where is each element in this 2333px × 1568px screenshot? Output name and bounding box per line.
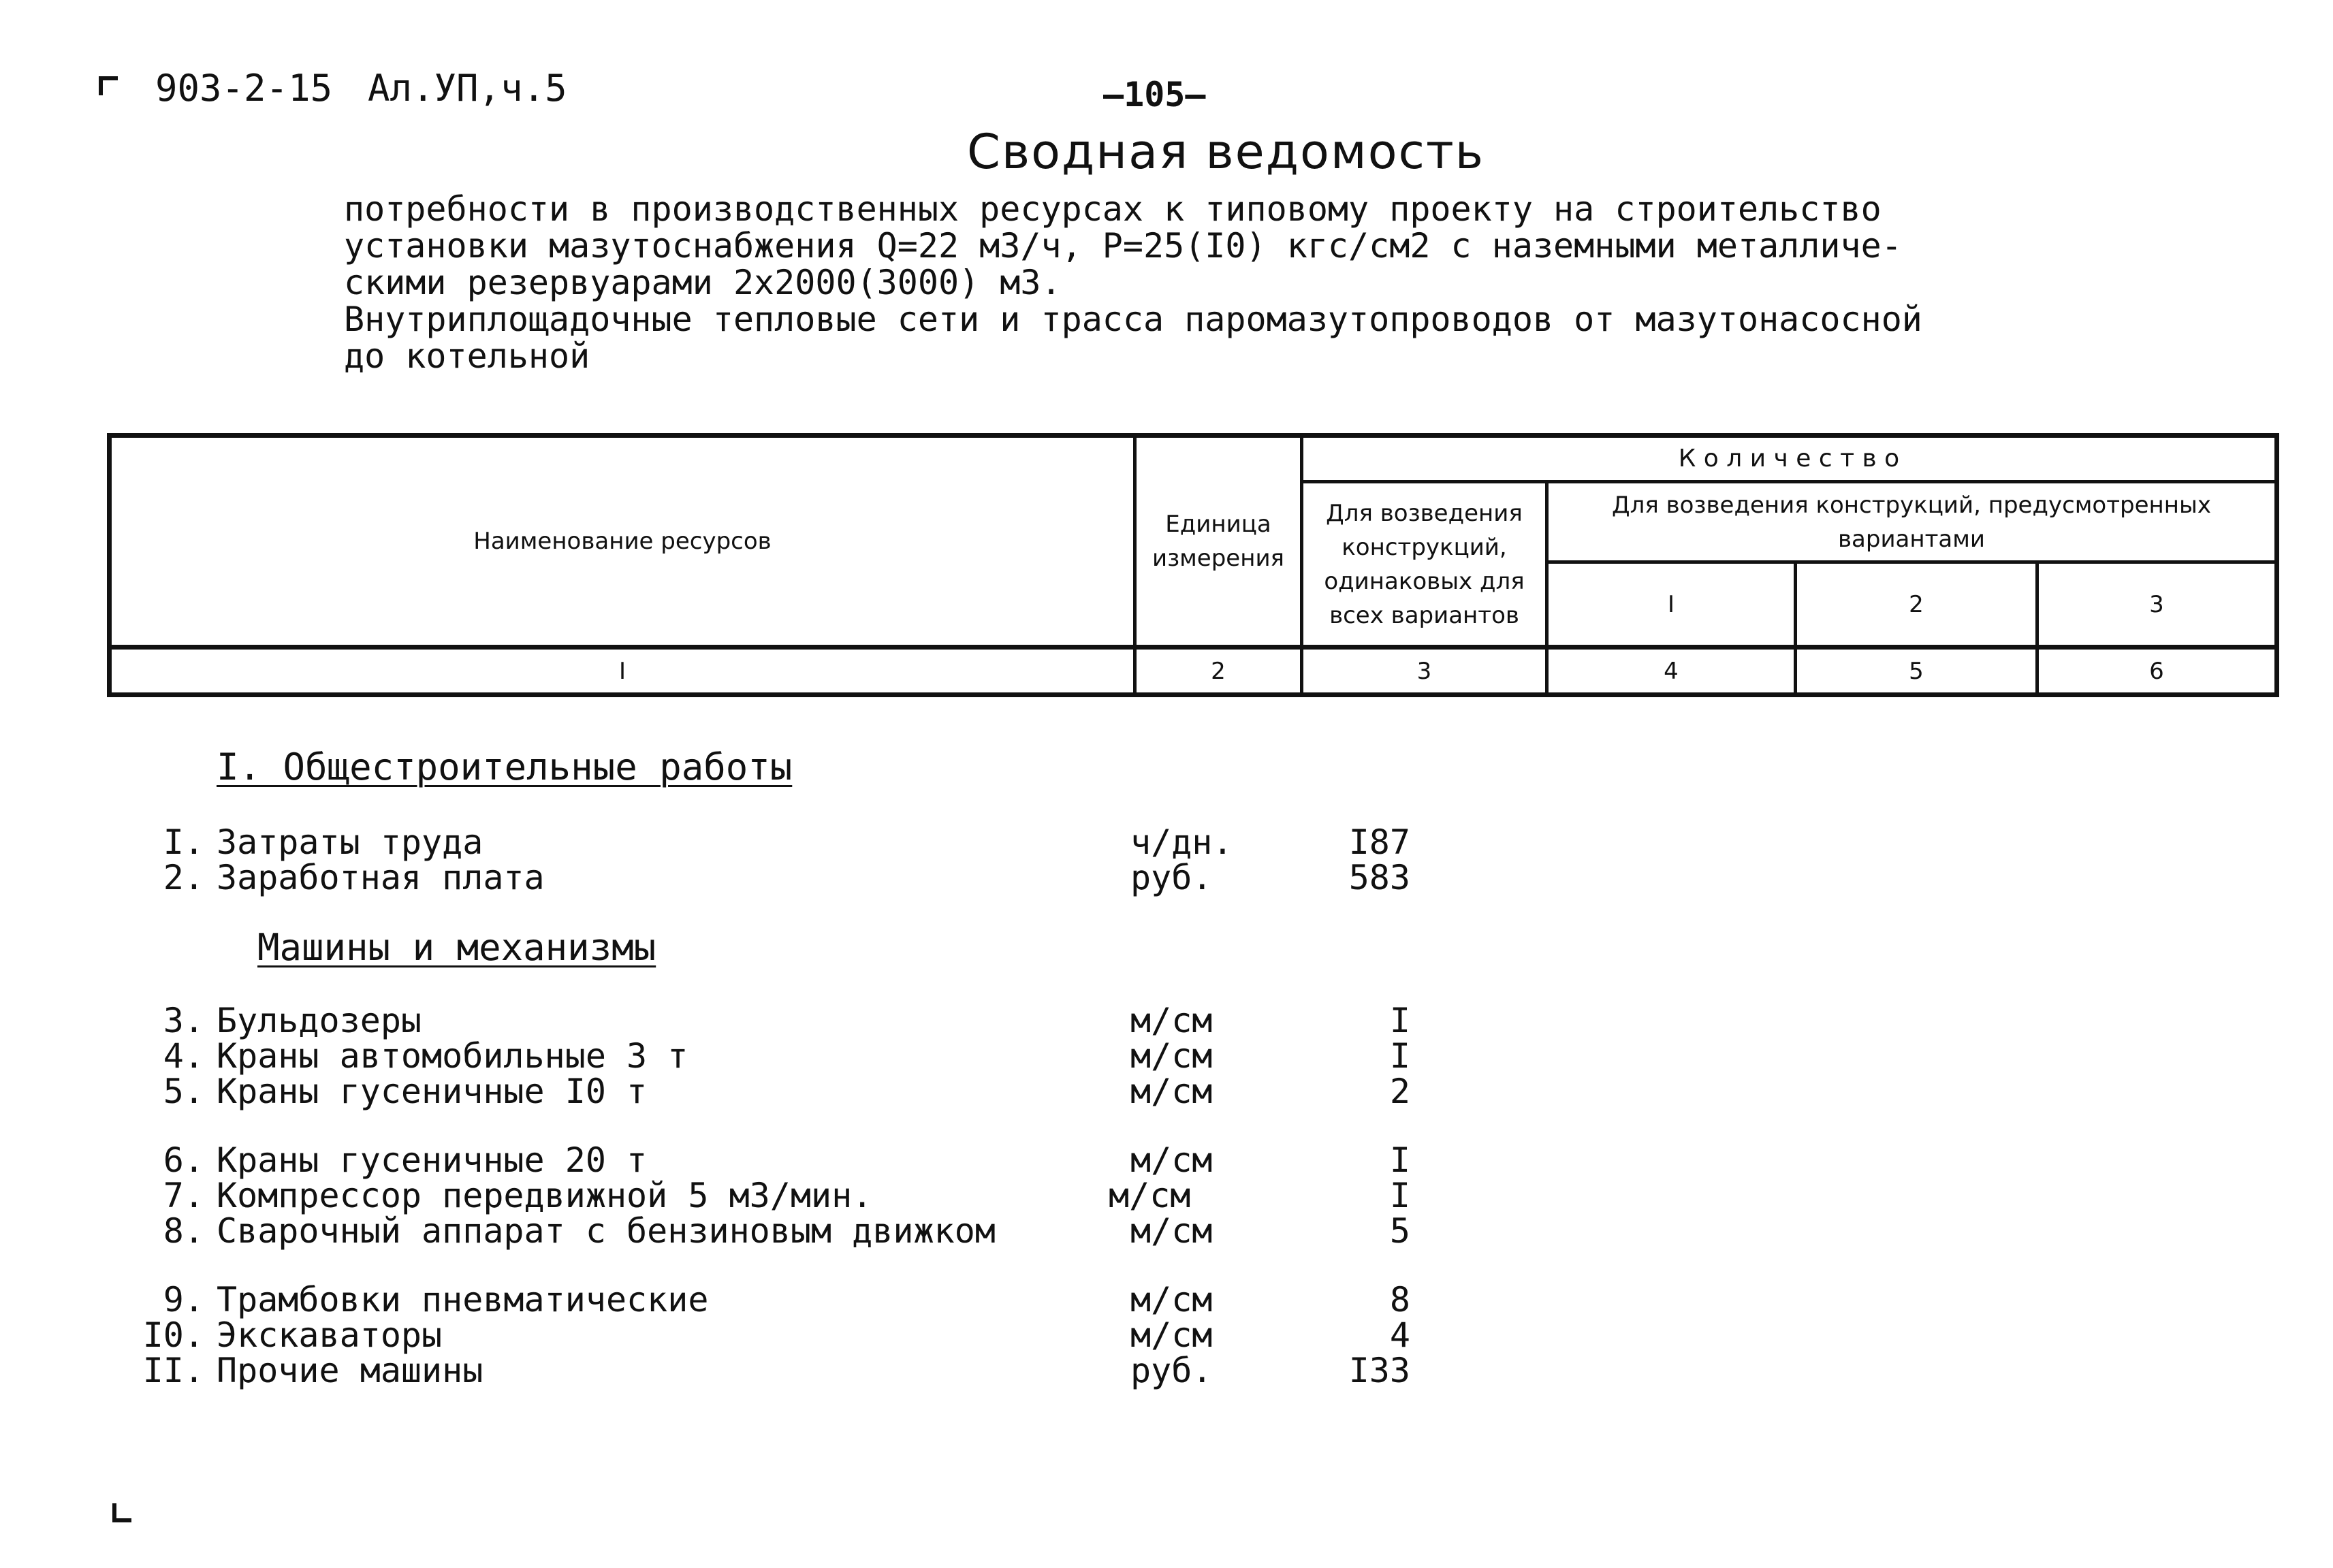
table-row <box>0 1140 2333 1180</box>
header-resource-name: Наименование ресурсов <box>473 528 772 555</box>
row-number: 8. <box>163 1211 204 1251</box>
row-number: 4. <box>163 1036 204 1076</box>
header-variant-2: 2 <box>1909 590 1924 618</box>
unit-of-measure: м/см <box>1130 1315 1213 1355</box>
corner-mark-top-left <box>99 76 118 95</box>
subsection-heading: Машины и механизмы <box>257 926 656 969</box>
unit-of-measure: м/см <box>1130 1140 1213 1180</box>
row-number: 9. <box>163 1280 204 1319</box>
quantity-value: 4 <box>1389 1315 1410 1355</box>
row-number: II. <box>142 1351 204 1390</box>
column-number-6: 6 <box>2149 657 2164 685</box>
unit-of-measure: м/см <box>1130 1072 1213 1111</box>
resource-name: Заработная плата <box>217 858 545 897</box>
resource-name: Затраты труда <box>217 822 483 862</box>
table-row <box>0 858 2333 897</box>
header-unit: Единица измерения <box>1152 511 1285 572</box>
unit-of-measure: руб. <box>1130 858 1213 897</box>
row-number: 7. <box>163 1176 204 1215</box>
quantity-value: 583 <box>1348 858 1410 897</box>
column-number-3: 3 <box>1416 657 1432 685</box>
column-number-1: I <box>618 657 626 685</box>
quantity-value: 2 <box>1389 1072 1410 1111</box>
resource-name: Трамбовки пневматические <box>217 1280 709 1319</box>
table-row <box>0 1351 2333 1390</box>
table-row <box>0 1072 2333 1111</box>
table-row <box>0 1211 2333 1251</box>
column-number-5: 5 <box>1909 657 1924 685</box>
quantity-value: I <box>1389 1140 1410 1180</box>
row-number: 3. <box>163 1001 204 1040</box>
header-quantity: К о л и ч е с т в о <box>1678 445 1900 473</box>
header-variant-constructions: Для возведения конструкций, предусмотренных вариантами <box>1612 491 2211 553</box>
quantity-value: I <box>1389 1036 1410 1076</box>
unit-of-measure: м/см <box>1130 1211 1213 1251</box>
row-number: 5. <box>163 1072 204 1111</box>
quantity-value: I <box>1389 1001 1410 1040</box>
row-number: 2. <box>163 858 204 897</box>
page-title: Сводная ведомость <box>966 124 1485 180</box>
album-reference: Ал.УП,ч.5 <box>368 67 567 110</box>
resource-name: Бульдозеры <box>217 1001 422 1040</box>
resource-name: Краны гусеничные I0 т <box>217 1072 648 1111</box>
row-number: 6. <box>163 1140 204 1180</box>
page-subtitle: потребности в производственных ресурсах к типовому проекту на строительство установки мазутоснабжения Q=22 м3/ч, P=25(I0) кгс/см2 с наземными металличе- скими резервуарами 2х2000(3000) м3. Внутриплощадочные тепловые сети и трасса паромазутопроводов от мазутонасосной до котельной <box>344 189 1922 376</box>
table-row <box>0 822 2333 862</box>
resource-name: Компрессор передвижной 5 м3/мин. <box>217 1176 873 1215</box>
quantity-value: I33 <box>1348 1351 1410 1390</box>
section-heading: I. Общестроительные работы <box>217 746 793 788</box>
page-number: —105— <box>1103 75 1206 114</box>
table-row <box>0 1176 2333 1215</box>
unit-of-measure: м/см <box>1109 1176 1191 1215</box>
quantity-value: I87 <box>1348 822 1410 862</box>
table-row <box>0 1315 2333 1355</box>
row-number: I. <box>163 822 204 862</box>
unit-of-measure: руб. <box>1130 1351 1213 1390</box>
quantity-value: I <box>1389 1176 1410 1215</box>
resource-name: Экскаваторы <box>217 1315 443 1355</box>
corner-mark-bottom-left <box>112 1503 131 1522</box>
table-row <box>0 1001 2333 1040</box>
table-row <box>0 1036 2333 1076</box>
resource-name: Краны автомобильные 3 т <box>217 1036 688 1076</box>
table-row <box>0 1280 2333 1319</box>
resource-name: Прочие машины <box>217 1351 483 1390</box>
header-common-constructions: Для возведения конструкций, одинаковых для всех вариантов <box>1324 499 1525 629</box>
unit-of-measure: м/см <box>1130 1280 1213 1319</box>
row-number: I0. <box>142 1315 204 1355</box>
header-variant-3: 3 <box>2149 590 2164 618</box>
unit-of-measure: м/см <box>1130 1036 1213 1076</box>
resource-name: Краны гусеничные 20 т <box>217 1140 648 1180</box>
resource-name: Сварочный аппарат с бензиновым движком <box>217 1211 996 1251</box>
quantity-value: 8 <box>1389 1280 1410 1319</box>
header-variant-1: I <box>1667 590 1675 618</box>
quantity-value: 5 <box>1389 1211 1410 1251</box>
resource-table <box>107 433 2279 697</box>
unit-of-measure: ч/дн. <box>1130 822 1233 862</box>
column-number-4: 4 <box>1664 657 1679 685</box>
column-number-2: 2 <box>1211 657 1226 685</box>
unit-of-measure: м/см <box>1130 1001 1213 1040</box>
document-code: 903-2-15 <box>155 67 333 110</box>
